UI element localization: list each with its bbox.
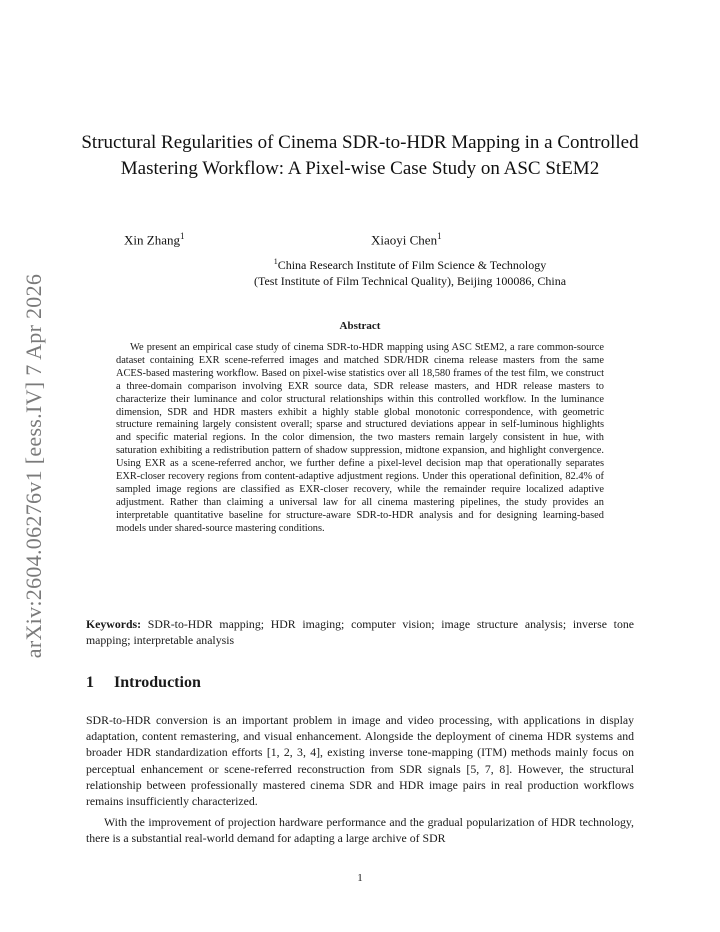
abstract-body: We present an empirical case study of cinema SDR-to-HDR mapping using ASC StEM2, a rare common-source dataset containing EXR scene-referred images and matched SDR/HDR cinema release masters from the same ACES-based mastering workflow. Based on pixel-wise statistics over all 18,580 frames of the test film, we construct a three-domain comparison involving EXR source data, SDR release masters, and HDR release masters to characterize their luminance and color structural relationships within this controlled workflow. In the luminance dimension, SDR and HDR masters exhibit a highly stable global monotonic correspondence, with geometric structure remaining largely consistent overall; sparse and structured deviations appear in self-luminous highlights and specific material regions. In the color dimension, the two masters remain largely consistent in hue, with saturation exhibiting a redistribution pattern of shadow suppression, midtone expansion, and highlight convergence. Using EXR as a scene-referred anchor, we further define a pixel-level decision map that operationally separates EXR-closer recovery regions from content-adaptive adjustment regions. Under this operational definition, 82.4% of sampled image regions are classified as EXR-closer recovery, while the remainder require localized adaptive adjustment. Rather than claiming a universal law for all cinema mastering pipelines, the study provides an interpretable quantitative baseline for structure-aware SDR-to-HDR analysis and for designing learning-based models under shared-source mastering conditions.: [116, 342, 604, 534]
affiliation-line-1: [0, 254, 720, 273]
affiliation-name: China Research Institute of Film Science & Technology: [277, 258, 547, 272]
keywords-text: SDR-to-HDR mapping; HDR imaging; computer vision; image structure analysis; inverse tone mapping; interpretable analysis: [86, 617, 634, 647]
author-1: [124, 231, 184, 248]
author-1-name: Xin Zhang: [124, 232, 180, 248]
affiliation-mark: 1: [273, 257, 278, 266]
keywords-label: Keywords:: [86, 617, 142, 631]
author-list: [0, 231, 720, 249]
arxiv-identifier-text: arXiv:2604.06276v1 [eess.IV] 7 Apr 2026: [21, 273, 46, 659]
paper-title: Structural Regularities of Cinema SDR-to-HDR Mapping in a Controlled Mastering Workflow: A Pixel-wise Case Study on ASC StEM2: [81, 132, 639, 179]
author-2-name: Xiaoyi Chen: [371, 232, 438, 248]
section-heading-introduction: [86, 674, 201, 692]
intro-paragraph-1: SDR-to-HDR conversion is an important problem in image and video processing, with applications in display adaptation, content remastering, and visual enhancement. Alongside the deployment of cinema HDR systems and broader HDR standardization efforts [1, 2, 3, 4], existing inverse tone-mapping (ITM) methods mainly focus on perceptual enhancement or scene-referred reconstruction from SDR signals [5, 7, 8]. However, the structural relationship between professionally mastered cinema SDR and HDR image pairs in real production workflows remains insufficiently characterized.: [86, 713, 634, 809]
section-number: 1: [86, 674, 94, 691]
intro-paragraph-2: With the improvement of projection hardware performance and the gradual popularization of HDR technology, there is a substantial real-world demand for adapting a large archive of SDR: [86, 815, 634, 846]
author-1-affil-mark: 1: [179, 231, 185, 241]
affiliation: [0, 254, 720, 289]
author-2-affil-mark: 1: [437, 231, 442, 241]
section-title-text: Introduction: [114, 674, 201, 691]
author-2: [371, 231, 442, 248]
page-number: 1: [357, 872, 363, 884]
abstract-heading: Abstract: [339, 320, 381, 332]
keywords: [86, 616, 634, 648]
affiliation-line-2: (Test Institute of Film Technical Quality), Beijing 100086, China: [253, 274, 567, 288]
